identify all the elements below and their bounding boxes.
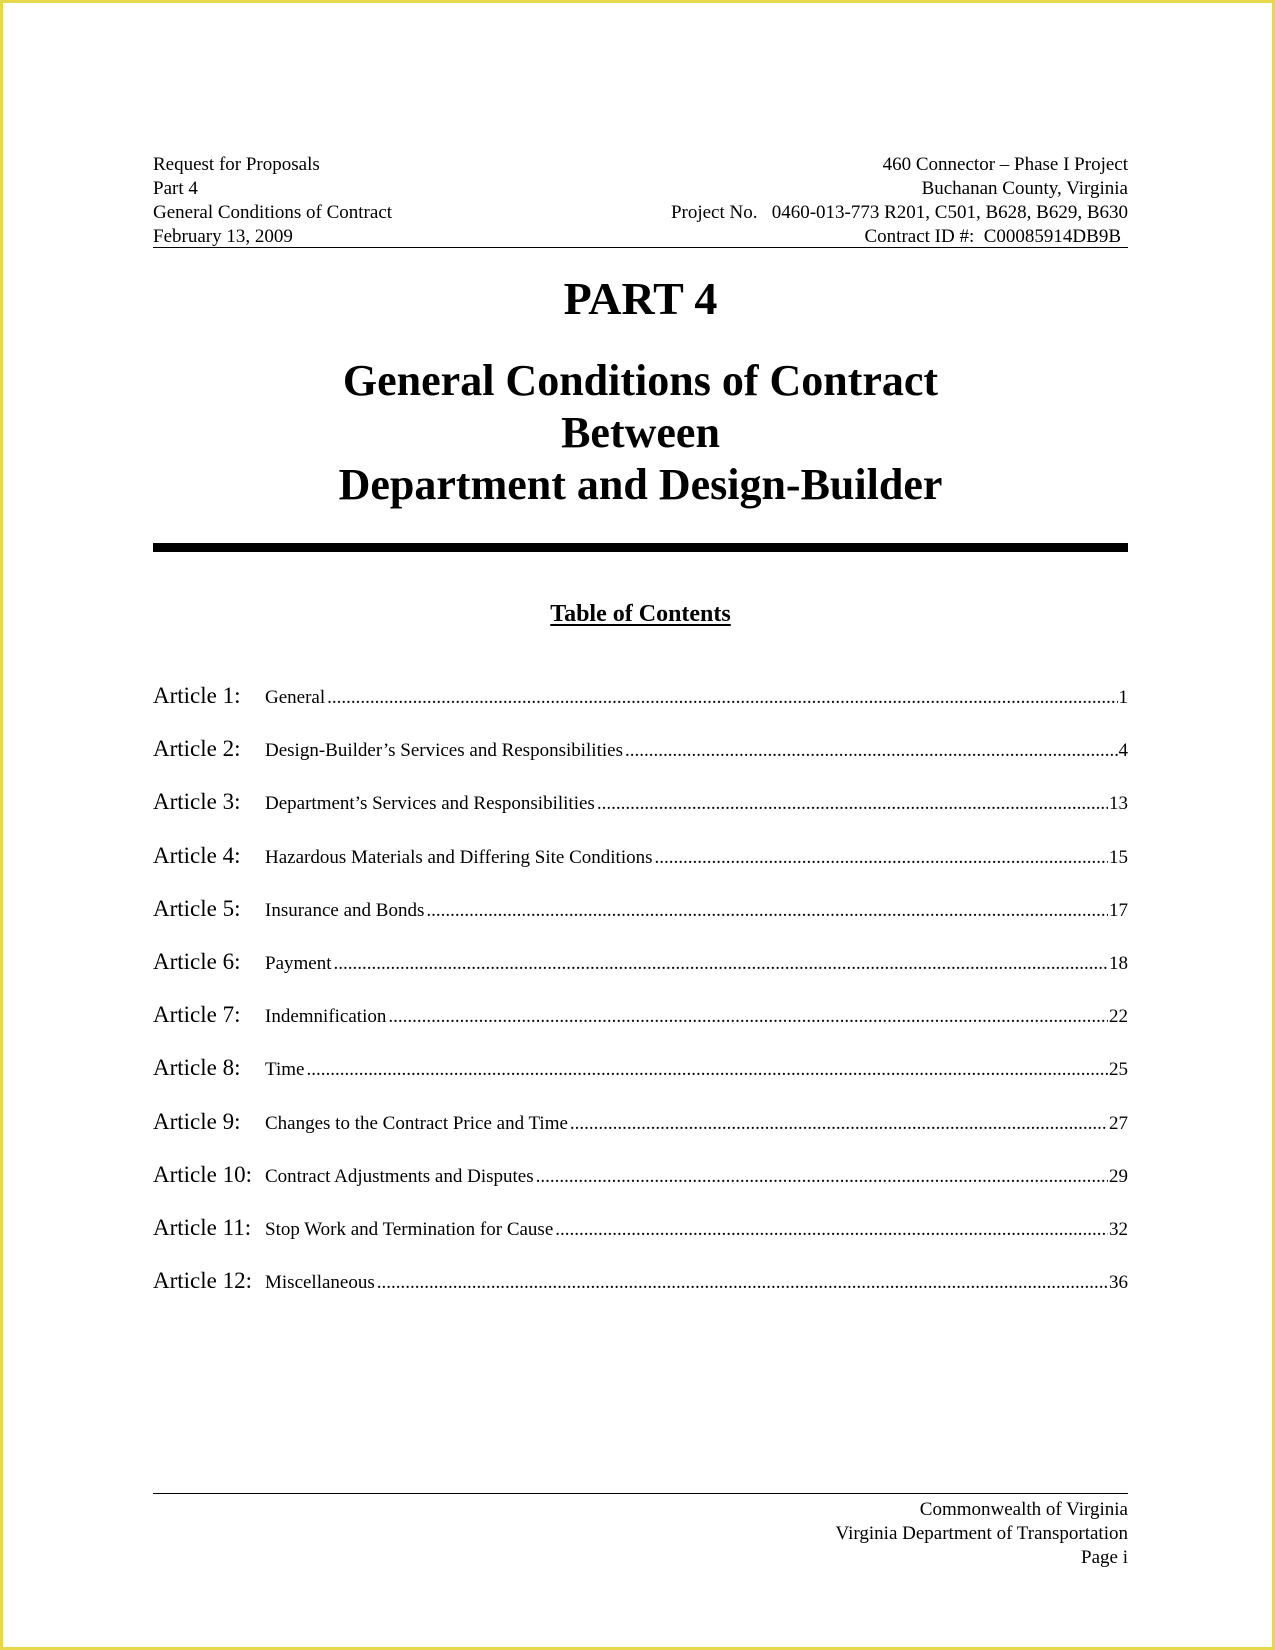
footer-department: Virginia Department of Transportation bbox=[835, 1523, 1128, 1544]
toc-dot-leader bbox=[536, 1166, 1108, 1188]
toc-article-number: Article 12: bbox=[153, 1268, 252, 1294]
toc-title-wrap bbox=[265, 847, 1108, 869]
toc-article-number: Article 1: bbox=[153, 683, 241, 708]
toc-article-title: Changes to the Contract Price and Time bbox=[265, 1112, 568, 1134]
toc-article-number: Article 4: bbox=[153, 842, 241, 868]
toc-article-title: Design-Builder’s Services and Responsibilities bbox=[265, 740, 623, 762]
toc-entry[interactable] bbox=[153, 1109, 1128, 1162]
toc-entry[interactable] bbox=[153, 683, 1128, 736]
header-doc-type: Request for Proposals bbox=[153, 154, 320, 175]
header-date: February 13, 2009 bbox=[153, 226, 293, 247]
header-right bbox=[671, 153, 1128, 249]
header-section: General Conditions of Contract bbox=[153, 202, 393, 223]
toc-page-number: 32 bbox=[1109, 1218, 1128, 1240]
toc-page-number: 17 bbox=[1109, 899, 1128, 921]
page-header bbox=[153, 153, 1128, 248]
table-of-contents bbox=[153, 683, 1128, 1321]
toc-page-number: 18 bbox=[1109, 952, 1128, 974]
main-title-line-3: Department and Design-Builder bbox=[338, 460, 943, 509]
toc-title-wrap bbox=[265, 793, 1108, 815]
toc-entry[interactable] bbox=[153, 949, 1128, 1002]
toc-title-wrap bbox=[265, 1272, 1108, 1294]
toc-dot-leader bbox=[327, 687, 1117, 709]
toc-entry[interactable] bbox=[153, 1162, 1128, 1215]
header-contract-id: Contract ID #: C00085914DB9B bbox=[864, 226, 1121, 247]
toc-article-title: Time bbox=[265, 1059, 305, 1081]
toc-dot-leader bbox=[306, 1059, 1108, 1081]
toc-page-number: 22 bbox=[1109, 1006, 1128, 1028]
toc-title-wrap bbox=[265, 740, 1118, 762]
toc-heading bbox=[153, 599, 1128, 629]
toc-article-title: Payment bbox=[265, 952, 332, 974]
toc-entry[interactable] bbox=[153, 843, 1128, 896]
toc-entry[interactable] bbox=[153, 736, 1128, 789]
toc-article-number: Article 9: bbox=[153, 1108, 241, 1134]
toc-entry[interactable] bbox=[153, 1268, 1128, 1321]
toc-article-title: Department’s Services and Responsibilities bbox=[265, 793, 595, 815]
toc-page-number: 29 bbox=[1109, 1165, 1128, 1187]
toc-title-wrap bbox=[265, 1219, 1108, 1241]
toc-entry[interactable] bbox=[153, 1215, 1128, 1268]
toc-page-number: 4 bbox=[1118, 740, 1128, 762]
toc-dot-leader bbox=[555, 1219, 1108, 1241]
toc-article-title: Hazardous Materials and Differing Site Conditions bbox=[265, 846, 653, 868]
toc-dot-leader bbox=[597, 793, 1108, 815]
header-part: Part 4 bbox=[153, 178, 198, 199]
toc-dot-leader bbox=[655, 847, 1109, 869]
toc-article-number: Article 8: bbox=[153, 1055, 241, 1081]
main-title-line-1: General Conditions of Contract bbox=[342, 356, 939, 405]
toc-article-number: Article 11: bbox=[153, 1214, 252, 1240]
toc-article-number: Article 3: bbox=[153, 789, 241, 815]
toc-dot-leader bbox=[377, 1272, 1108, 1294]
toc-article-number: Article 10: bbox=[153, 1161, 252, 1187]
main-title bbox=[153, 355, 1128, 511]
toc-dot-leader bbox=[388, 1006, 1108, 1028]
header-project-number: Project No. 0460-013-773 R201, C501, B628, B629, B630 bbox=[670, 202, 1128, 223]
footer-page-number: Page i bbox=[1081, 1547, 1128, 1568]
toc-article-title: Stop Work and Termination for Cause bbox=[265, 1218, 554, 1240]
toc-title-wrap bbox=[265, 1166, 1108, 1188]
toc-entry[interactable] bbox=[153, 789, 1128, 842]
toc-dot-leader bbox=[426, 900, 1108, 922]
page-footer bbox=[153, 1493, 1128, 1570]
toc-title-wrap bbox=[265, 900, 1108, 922]
toc-title-wrap bbox=[265, 1113, 1108, 1135]
toc-heading-text: Table of Contents bbox=[550, 601, 731, 627]
toc-page-number: 13 bbox=[1109, 793, 1128, 815]
toc-article-title: General bbox=[265, 687, 326, 708]
header-project-name: 460 Connector – Phase I Project bbox=[882, 154, 1128, 175]
toc-title-wrap bbox=[265, 687, 1118, 709]
toc-title-wrap bbox=[265, 953, 1108, 975]
toc-dot-leader bbox=[625, 740, 1118, 762]
toc-page-number: 1 bbox=[1118, 687, 1128, 708]
toc-article-number: Article 7: bbox=[153, 1002, 241, 1028]
toc-dot-leader bbox=[334, 953, 1109, 975]
toc-article-number: Article 6: bbox=[153, 948, 241, 974]
toc-title-wrap bbox=[265, 1059, 1108, 1081]
header-location: Buchanan County, Virginia bbox=[921, 178, 1128, 199]
footer-organization: Commonwealth of Virginia bbox=[919, 1499, 1128, 1520]
toc-entry[interactable] bbox=[153, 896, 1128, 949]
header-left bbox=[153, 153, 392, 249]
toc-article-title: Miscellaneous bbox=[265, 1272, 375, 1294]
toc-page-number: 25 bbox=[1109, 1059, 1128, 1081]
toc-article-title: Insurance and Bonds bbox=[265, 899, 425, 921]
toc-article-title: Indemnification bbox=[265, 1006, 387, 1028]
toc-page-number: 36 bbox=[1109, 1272, 1128, 1294]
part-title: PART 4 bbox=[563, 273, 718, 324]
toc-dot-leader bbox=[570, 1113, 1108, 1135]
toc-title-wrap bbox=[265, 1006, 1108, 1028]
toc-article-number: Article 5: bbox=[153, 895, 241, 921]
toc-entry[interactable] bbox=[153, 1055, 1128, 1108]
toc-entry[interactable] bbox=[153, 1002, 1128, 1055]
title-divider bbox=[153, 543, 1128, 552]
toc-article-title: Contract Adjustments and Disputes bbox=[265, 1165, 534, 1187]
toc-page-number: 15 bbox=[1109, 846, 1128, 868]
toc-article-number: Article 2: bbox=[153, 736, 241, 762]
main-title-line-2: Between bbox=[561, 408, 720, 457]
toc-page-number: 27 bbox=[1109, 1112, 1128, 1134]
